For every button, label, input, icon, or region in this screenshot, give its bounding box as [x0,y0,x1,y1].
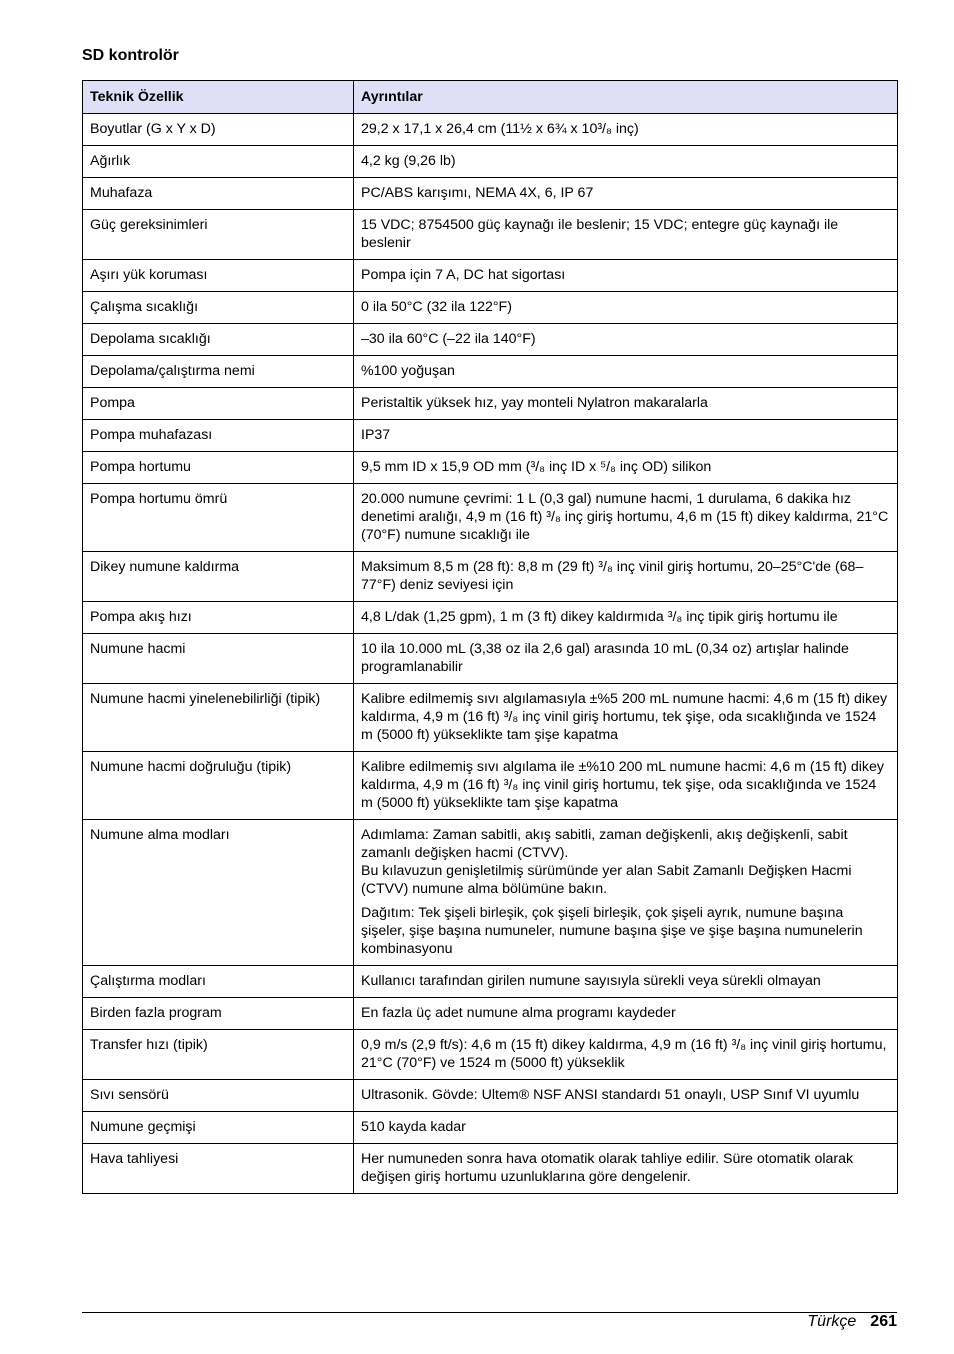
table-row [83,260,898,292]
spec-details [354,452,898,484]
spec-name: Numune hacmi doğruluğu (tipik) [83,752,354,820]
table-body [83,114,898,1194]
spec-name: Numune hacmi yinelenebilirliği (tipik) [83,684,354,752]
details-text: Pompa için 7 A, DC hat sigortası [361,267,566,283]
table-row [83,484,898,552]
details-text: 4,8 L/dak (1,25 gpm), 1 m (3 ft) dikey kaldırmıda ³/₈ inç tipik giriş hortumu ile [361,609,838,625]
details-text: Kalibre edilmemiş sıvı algılamasıyla ±%5 200 mL numune hacmi: 4,6 m (15 ft) dikey kaldırma, 4,9 m (16 ft) ³/₈ inç vinil giriş hortumu, tek şişe, oda sıcaklığında ve 1524 m (5000 ft) yükseklikte tam şişe kapatma [361,691,888,743]
table-header-row [83,81,898,114]
details-text: –30 ila 60°C (–22 ila 140°F) [361,331,536,347]
details-text: Peristaltik yüksek hız, yay monteli Nylatron makaralarla [361,395,708,411]
table-row [83,420,898,452]
table-row [83,292,898,324]
details-text: Maksimum 8,5 m (28 ft): 8,8 m (29 ft) ³/₈ inç vinil giriş hortumu, 20–25°C'de (68–77°F) deniz seviyesi için [361,559,864,593]
table-row [83,210,898,260]
spec-details [354,260,898,292]
details-text: Kalibre edilmemiş sıvı algılama ile ±%10 200 mL numune hacmi: 4,6 m (15 ft) dikey kaldırma, 4,9 m (16 ft) ³/₈ inç vinil giriş hortumu, tek şişe, oda sıcaklığında ve 1524 m (5000 ft) yükseklikte tam şişe kapatma [361,759,884,811]
spec-details [354,210,898,260]
footer-language: Türkçe [807,1313,857,1330]
spec-details [354,484,898,552]
table-row [83,178,898,210]
table-row [83,356,898,388]
spec-name: Pompa muhafazası [83,420,354,452]
details-text: 20.000 numune çevrimi: 1 L (0,3 gal) numune hacmi, 1 durulama, 6 dakika hız denetimi aralığı, 4,9 m (16 ft) ³/₈ inç giriş hortumu, 4,6 m (15 ft) dikey kaldırma, 21°C (70°F) numune sıcaklığı ile [361,491,889,543]
table-row [83,452,898,484]
spec-details [354,356,898,388]
spec-name: Pompa [83,388,354,420]
spec-name: Pompa hortumu ömrü [83,484,354,552]
table-row [83,602,898,634]
table-row [83,552,898,602]
table-row [83,1030,898,1080]
spec-details [354,292,898,324]
spec-name: Depolama/çalıştırma nemi [83,356,354,388]
spec-details [354,684,898,752]
spec-table [82,80,898,1194]
spec-name: Numune alma modları [83,820,354,966]
spec-details [354,1080,898,1112]
spec-name: Ağırlık [83,146,354,178]
spec-details [354,388,898,420]
details-text: Dağıtım: Tek şişeli birleşik, çok şişeli birleşik, çok şişeli ayrık, numune başına şişeler, şişe başına numuneler, numune başına şişe ve şişe başına numunelerin kombinasyonu [361,905,863,957]
spec-name: Çalışma sıcaklığı [83,292,354,324]
spec-details [354,820,898,966]
spec-details [354,178,898,210]
table-row [83,752,898,820]
table-row [83,634,898,684]
table-row [83,146,898,178]
details-text: 510 kayda kadar [361,1119,466,1135]
spec-details [354,966,898,998]
header-spec: Teknik Özellik [83,81,354,114]
spec-details [354,998,898,1030]
spec-details [354,1112,898,1144]
details-text: 9,5 mm ID x 15,9 OD mm (³/₈ inç ID x ⁵/₈ inç OD) silikon [361,459,712,475]
spec-details [354,602,898,634]
details-text: 0 ila 50°C (32 ila 122°F) [361,299,512,315]
details-text: PC/ABS karışımı, NEMA 4X, 6, IP 67 [361,185,594,201]
spec-name: Muhafaza [83,178,354,210]
spec-name: Numune geçmişi [83,1112,354,1144]
table-row [83,684,898,752]
spec-details [354,1144,898,1194]
table-row [83,966,898,998]
details-text: Adımlama: Zaman sabitli, akış sabitli, zaman değişkenli, akış değişkenli, sabit zamanlı değişken hacmi (CTVV). [361,827,848,861]
table-row [83,388,898,420]
details-text: Ultrasonik. Gövde: Ultem® NSF ANSI standardı 51 onaylı, USP Sınıf VI uyumlu [361,1087,860,1103]
spec-name: Sıvı sensörü [83,1080,354,1112]
details-text: IP37 [361,427,391,443]
spec-details [354,114,898,146]
spec-details [354,146,898,178]
footer-divider [82,1312,897,1313]
details-text: En fazla üç adet numune alma programı kaydeder [361,1005,676,1021]
table-row [83,1112,898,1144]
details-text: 10 ila 10.000 mL (3,38 oz ila 2,6 gal) arasında 10 mL (0,34 oz) artışlar halinde programlanabilir [361,641,849,675]
page-footer [807,1313,897,1331]
table-row [83,998,898,1030]
spec-details [354,1030,898,1080]
page-number: 261 [870,1313,897,1330]
spec-details [354,420,898,452]
spec-name: Aşırı yük koruması [83,260,354,292]
spec-name: Güç gereksinimleri [83,210,354,260]
table-row [83,324,898,356]
spec-name: Çalıştırma modları [83,966,354,998]
spec-name: Pompa hortumu [83,452,354,484]
spec-name: Birden fazla program [83,998,354,1030]
spec-details [354,552,898,602]
details-text: 29,2 x 17,1 x 26,4 cm (11½ x 6¾ x 10³/₈ inç) [361,121,639,137]
spec-name: Hava tahliyesi [83,1144,354,1194]
spec-details [354,752,898,820]
table-row [83,820,898,966]
table-row [83,1080,898,1112]
details-text: Bu kılavuzun genişletilmiş sürümünde yer alan Sabit Zamanlı Değişken Hacmi (CTVV) numune alma bölümüne bakın. [361,863,852,897]
spec-name: Numune hacmi [83,634,354,684]
details-text: 4,2 kg (9,26 lb) [361,153,456,169]
table-row [83,1144,898,1194]
section-heading: SD kontrolör [82,47,179,64]
details-text: Her numuneden sonra hava otomatik olarak tahliye edilir. Süre otomatik olarak değişen giriş hortumu uzunluklarına göre dengelenir. [361,1151,854,1185]
spec-name: Boyutlar (G x Y x D) [83,114,354,146]
details-text: 0,9 m/s (2,9 ft/s): 4,6 m (15 ft) dikey kaldırma, 4,9 m (16 ft) ³/₈ inç vinil giriş hortumu, 21°C (70°F) ve 1524 m (5000 ft) yükseklik [361,1037,887,1071]
spec-name: Dikey numune kaldırma [83,552,354,602]
spec-name: Pompa akış hızı [83,602,354,634]
details-text: %100 yoğuşan [361,363,455,379]
spec-details [354,634,898,684]
spec-name: Depolama sıcaklığı [83,324,354,356]
header-details: Ayrıntılar [354,81,898,114]
details-text: Kullanıcı tarafından girilen numune sayısıyla sürekli veya sürekli olmayan [361,973,821,989]
spec-details [354,324,898,356]
table-row [83,114,898,146]
spec-name: Transfer hızı (tipik) [83,1030,354,1080]
details-text: 15 VDC; 8754500 güç kaynağı ile beslenir; 15 VDC; entegre güç kaynağı ile beslenir [361,217,839,251]
